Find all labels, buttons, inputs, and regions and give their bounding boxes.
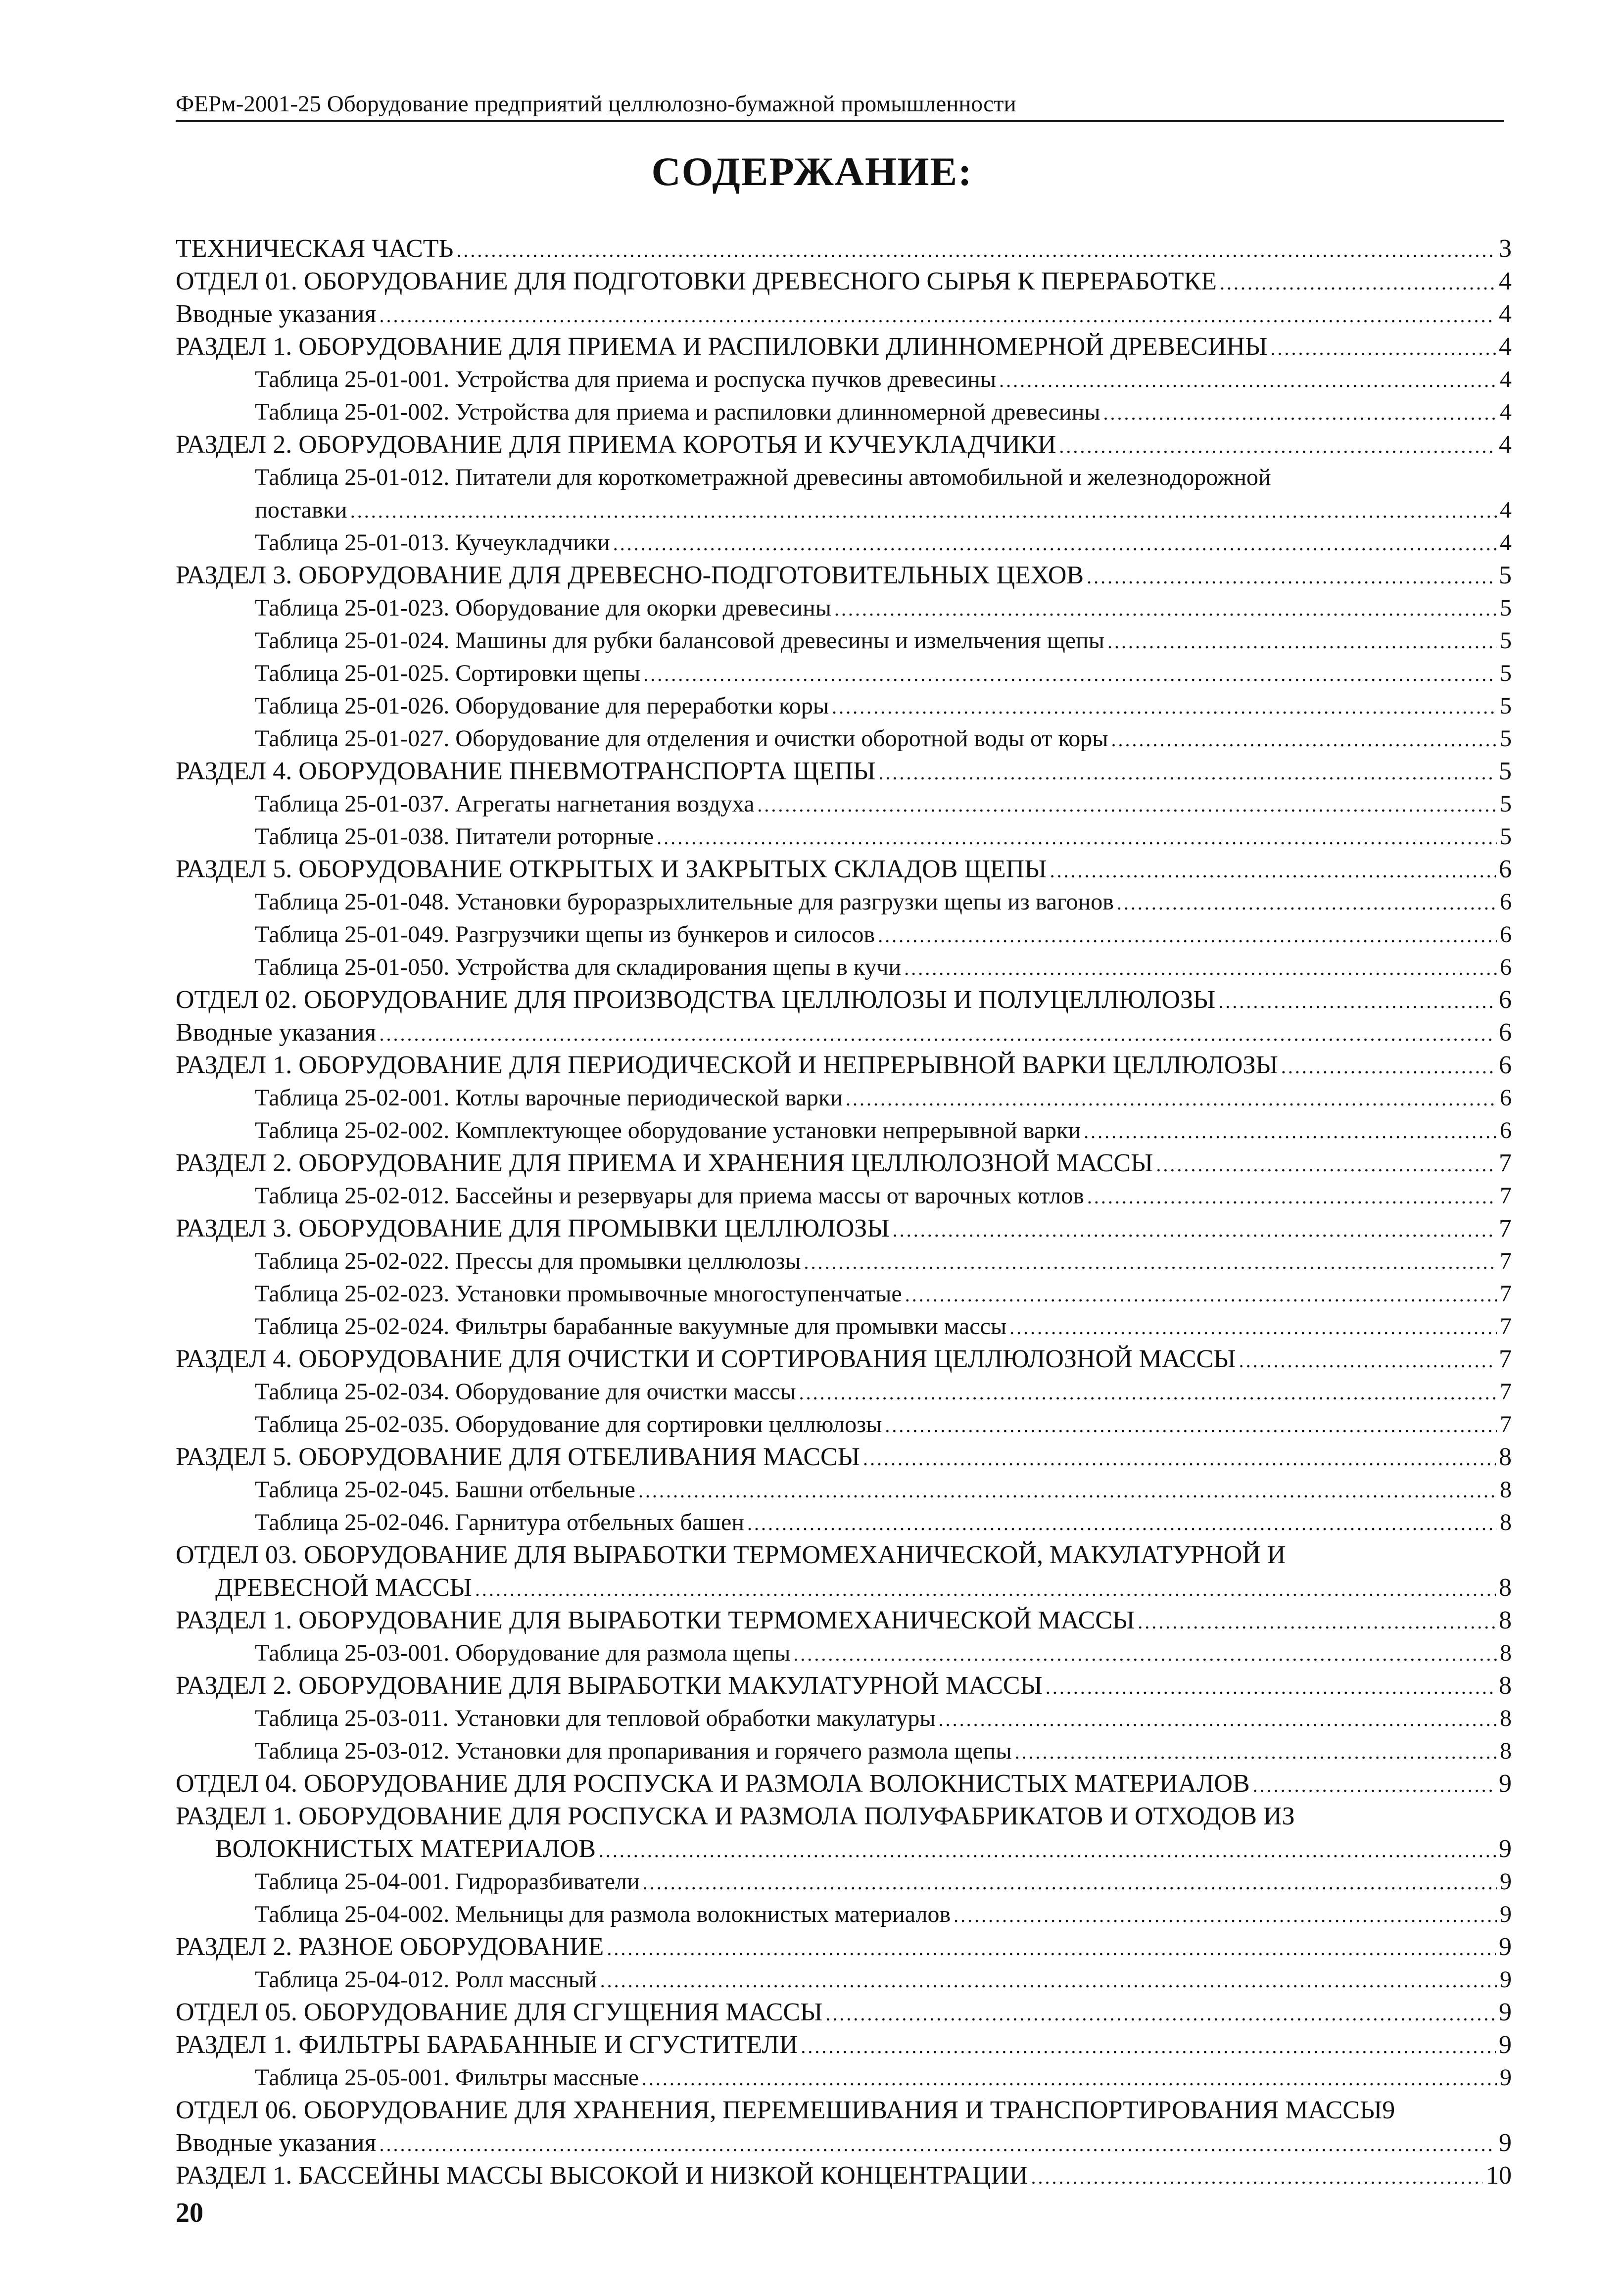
dot-leader — [1050, 853, 1496, 887]
dot-leader — [999, 363, 1497, 397]
toc-entry-text: РАЗДЕЛ 1. ОБОРУДОВАНИЕ ДЛЯ ВЫРАБОТКИ ТЕРМОМЕХАНИЧЕСКОЙ МАССЫ — [176, 1606, 1135, 1634]
toc-page-number: 4 — [1499, 300, 1512, 328]
dot-leader — [878, 918, 1497, 952]
toc-page-number: 6 — [1499, 855, 1512, 883]
toc-page-number: 5 — [1499, 757, 1512, 785]
dot-leader — [1087, 559, 1496, 593]
toc-page-number: 8 — [1499, 1606, 1512, 1634]
dot-leader — [607, 1931, 1496, 1965]
toc-subentry[interactable] — [176, 951, 1512, 984]
toc-entry-text: Таблица 25-01-026. Оборудование для переработки коры — [255, 693, 829, 719]
dot-leader — [879, 755, 1496, 789]
dot-leader — [1239, 1343, 1496, 1377]
toc-subentry[interactable] — [176, 1702, 1512, 1735]
toc-page-number: 6 — [1500, 889, 1512, 915]
toc-entry-text: ДРЕВЕСНОЙ МАССЫ — [215, 1574, 472, 1602]
dot-leader — [643, 657, 1497, 691]
dot-leader — [379, 1016, 1496, 1051]
toc-entry[interactable] — [176, 1539, 1512, 1572]
dot-leader — [1046, 1670, 1496, 1704]
toc-page-number: 7 — [1500, 1313, 1512, 1339]
toc-entry[interactable] — [176, 1604, 1512, 1637]
toc-entry-text: Таблица 25-01-027. Оборудование для отделения и очистки оборотной воды от коры — [255, 725, 1108, 752]
toc-page-number: 9 — [1500, 2064, 1512, 2091]
toc-page-number: 8 — [1499, 1672, 1512, 1700]
toc-page-number: 9 — [1499, 1835, 1512, 1863]
toc-page-number: 7 — [1500, 1411, 1512, 1437]
running-header: ФЕРм-2001-25 Оборудование предприятий целлюлозно-бумажной промышленности — [176, 89, 1504, 122]
dot-leader — [657, 820, 1497, 854]
dot-leader — [893, 1212, 1496, 1246]
dot-leader — [1253, 1768, 1496, 1802]
toc-entry-text: ТЕХНИЧЕСКАЯ ЧАСТЬ — [176, 235, 454, 263]
toc-page-number: 7 — [1500, 1183, 1512, 1209]
toc-entry[interactable] — [176, 1833, 1512, 1865]
toc-entry[interactable] — [176, 853, 1512, 886]
dot-leader — [1015, 1735, 1497, 1769]
toc-page-number: 4 — [1500, 366, 1512, 392]
toc-entry[interactable] — [176, 755, 1512, 788]
toc-subentry[interactable] — [176, 722, 1512, 755]
toc-entry-text: Таблица 25-04-012. Ролл массный — [255, 1966, 597, 1993]
dot-leader — [793, 1637, 1497, 1671]
dot-leader — [1281, 1049, 1496, 1083]
toc-subentry[interactable] — [176, 918, 1512, 951]
toc-entry[interactable] — [176, 1049, 1512, 1082]
toc-page-number: 9 — [1499, 1933, 1512, 1961]
dot-leader — [475, 1572, 1496, 1606]
toc-entry[interactable] — [176, 265, 1512, 298]
toc-entry-text: Таблица 25-01-002. Устройства для приема и распиловки длинномерной древесины — [255, 399, 1100, 425]
dot-leader — [643, 1865, 1497, 1899]
toc-entry-text: РАЗДЕЛ 3. ОБОРУДОВАНИЕ ДЛЯ ПРОМЫВКИ ЦЕЛЛЮЛОЗЫ — [176, 1214, 890, 1243]
toc-entry-text: Таблица 25-05-001. Фильтры массные — [255, 2064, 639, 2091]
dot-leader — [1156, 1147, 1496, 1181]
toc-page-number: 9 — [1500, 1901, 1512, 1927]
toc-page-number: 5 — [1500, 660, 1512, 686]
toc-subentry[interactable] — [176, 1310, 1512, 1343]
toc-entry[interactable] — [176, 1343, 1512, 1376]
toc-entry-text: Таблица 25-01-037. Агрегаты нагнетания воздуха — [255, 791, 755, 817]
toc-entry-text: Таблица 25-04-002. Мельницы для размола волокнистых материалов — [255, 1901, 951, 1927]
toc-entry[interactable] — [176, 331, 1512, 363]
dot-leader — [801, 2029, 1496, 2063]
toc-page-number: 7 — [1499, 1149, 1512, 1177]
dot-leader — [939, 1702, 1497, 1736]
dot-leader — [1138, 1604, 1496, 1638]
toc-entry-text: РАЗДЕЛ 1. БАССЕЙНЫ МАССЫ ВЫСОКОЙ И НИЗКОЙ КОНЦЕНТРАЦИИ — [176, 2161, 1028, 2190]
toc-page-number: 7 — [1500, 1248, 1512, 1274]
toc-subentry[interactable] — [176, 396, 1512, 429]
toc-page-number: 4 — [1499, 333, 1512, 361]
toc-page-number: 9 — [1499, 2129, 1512, 2157]
dot-leader — [885, 1408, 1497, 1442]
toc-subentry[interactable] — [176, 1865, 1512, 1898]
toc-entry-text: Таблица 25-02-001. Котлы варочные периодической варки — [255, 1085, 843, 1111]
toc-subentry[interactable] — [176, 494, 1512, 526]
toc-page-number: 9 — [1499, 1769, 1512, 1798]
toc-entry-text: Таблица 25-01-013. Кучеукладчики — [255, 529, 610, 556]
toc-entry[interactable] — [176, 1147, 1512, 1180]
toc-entry[interactable] — [176, 1768, 1512, 1800]
toc-subentry[interactable] — [176, 788, 1512, 820]
dot-leader — [1031, 2159, 1483, 2194]
toc-page-number: 7 — [1500, 1379, 1512, 1405]
toc-entry-text: ВОЛОКНИСТЫХ МАТЕРИАЛОВ — [215, 1835, 596, 1863]
toc-entry-text: РАЗДЕЛ 1. ОБОРУДОВАНИЕ ДЛЯ ПРИЕМА И РАСПИЛОВКИ ДЛИННОМЕРНОЙ ДРЕВЕСИНЫ — [176, 333, 1268, 361]
toc-page-number: 8 — [1499, 1443, 1512, 1471]
toc-entry-text: Таблица 25-02-012. Бассейны и резервуары для приема массы от варочных котлов — [255, 1183, 1084, 1209]
toc-entry[interactable] — [176, 1212, 1512, 1245]
toc-entry-text: Таблица 25-01-025. Сортировки щепы — [255, 660, 641, 686]
toc-entry-text: ОТДЕЛ 06. ОБОРУДОВАНИЕ ДЛЯ ХРАНЕНИЯ, ПЕРЕМЕШИВАНИЯ И ТРАНСПОРТИРОВАНИЯ МАССЫ9 — [176, 2096, 1395, 2124]
toc-entry-text: РАЗДЕЛ 5. ОБОРУДОВАНИЕ ОТКРЫТЫХ И ЗАКРЫТЫХ СКЛАДОВ ЩЕПЫ — [176, 855, 1047, 883]
toc-entry-text: Таблица 25-01-050. Устройства для складирования щепы в кучи — [255, 954, 902, 980]
dot-leader — [1009, 1310, 1497, 1344]
toc-entry-text: Таблица 25-01-049. Разгрузчики щепы из бункеров и силосов — [255, 921, 875, 948]
toc-subentry[interactable] — [176, 1735, 1512, 1768]
toc-subentry[interactable] — [176, 886, 1512, 918]
toc-entry-text: ОТДЕЛ 03. ОБОРУДОВАНИЕ ДЛЯ ВЫРАБОТКИ ТЕРМОМЕХАНИЧЕСКОЙ, МАКУЛАТУРНОЙ И — [176, 1541, 1286, 1569]
toc-page-number: 8 — [1500, 1640, 1512, 1666]
toc-entry-text: Таблица 25-02-024. Фильтры барабанные вакуумные для промывки массы — [255, 1313, 1007, 1339]
dot-leader — [1059, 429, 1496, 463]
toc-entry-text: Таблица 25-01-038. Питатели роторные — [255, 823, 654, 850]
toc-entry-text: РАЗДЕЛ 3. ОБОРУДОВАНИЕ ДЛЯ ДРЕВЕСНО-ПОДГОТОВИТЕЛЬНЫХ ЦЕХОВ — [176, 561, 1084, 589]
dot-leader — [905, 1278, 1497, 1311]
toc-entry-text: РАЗДЕЛ 1. ФИЛЬТРЫ БАРАБАННЫЕ И СГУСТИТЕЛИ — [176, 2031, 798, 2059]
toc-entry-text: Таблица 25-01-012. Питатели для короткометражной древесины автомобильной и железнодорожной — [255, 464, 1271, 490]
dot-leader — [613, 526, 1497, 560]
toc-subentry[interactable] — [176, 1506, 1512, 1539]
toc-page-number: 9 — [1499, 1998, 1512, 2026]
toc-entry-text: Таблица 25-02-022. Прессы для промывки целлюлозы — [255, 1248, 801, 1274]
toc-subentry[interactable] — [176, 461, 1512, 494]
toc-page-number: 4 — [1499, 267, 1512, 295]
toc-page-number: 5 — [1500, 693, 1512, 719]
toc-page-number: 8 — [1500, 1509, 1512, 1535]
toc-subentry[interactable] — [176, 363, 1512, 396]
toc-entry-text: РАЗДЕЛ 1. ОБОРУДОВАНИЕ ДЛЯ РОСПУСКА И РАЗМОЛА ПОЛУФАБРИКАТОВ И ОТХОДОВ ИЗ — [176, 1802, 1295, 1830]
toc-entry-text: РАЗДЕЛ 2. ОБОРУДОВАНИЕ ДЛЯ ПРИЕМА КОРОТЬЯ И КУЧЕУКЛАДЧИКИ — [176, 430, 1056, 459]
dot-leader — [1111, 722, 1497, 756]
toc-page-number: 5 — [1500, 823, 1512, 850]
toc-entry-text: ОТДЕЛ 01. ОБОРУДОВАНИЕ ДЛЯ ПОДГОТОВКИ ДРЕВЕСНОГО СЫРЬЯ К ПЕРЕРАБОТКЕ — [176, 267, 1217, 295]
toc-subentry[interactable] — [176, 1180, 1512, 1212]
toc-page-number: 9 — [1499, 2031, 1512, 2059]
toc-page-number: 7 — [1499, 1345, 1512, 1373]
page-number: 20 — [176, 2198, 203, 2228]
toc-entry-text: Вводные указания — [176, 1018, 377, 1047]
dot-leader — [638, 1474, 1497, 1507]
toc-entry[interactable] — [176, 2094, 1512, 2127]
toc-entry-text: Таблица 25-04-001. Гидроразбиватели — [255, 1868, 640, 1895]
dot-leader — [863, 1441, 1496, 1475]
toc-entry-text: Таблица 25-01-023. Оборудование для окорки древесины — [255, 595, 832, 621]
toc-page-number: 7 — [1499, 1214, 1512, 1243]
toc-page-number: 5 — [1500, 627, 1512, 654]
dot-leader — [1218, 984, 1496, 1018]
toc-entry-text: РАЗДЕЛ 2. РАЗНОЕ ОБОРУДОВАНИЕ — [176, 1933, 604, 1961]
toc-entry-text: РАЗДЕЛ 4. ОБОРУДОВАНИЕ ПНЕВМОТРАНСПОРТА ЩЕПЫ — [176, 757, 876, 785]
toc-subentry[interactable] — [176, 1637, 1512, 1670]
dot-leader — [799, 1376, 1497, 1409]
toc-entry-text: РАЗДЕЛ 4. ОБОРУДОВАНИЕ ДЛЯ ОЧИСТКИ И СОРТИРОВАНИЯ ЦЕЛЛЮЛОЗНОЙ МАССЫ — [176, 1345, 1236, 1373]
toc-subentry[interactable] — [176, 657, 1512, 690]
toc-entry-text: Таблица 25-01-024. Машины для рубки балансовой древесины и измельчения щепы — [255, 627, 1105, 654]
toc-page-number: 4 — [1500, 497, 1512, 523]
dot-leader — [1117, 886, 1497, 919]
toc-page-number: 5 — [1500, 725, 1512, 752]
toc-entry-text: РАЗДЕЛ 5. ОБОРУДОВАНИЕ ДЛЯ ОТБЕЛИВАНИЯ МАССЫ — [176, 1443, 860, 1471]
toc-entry-text: Таблица 25-02-045. Башни отбельные — [255, 1477, 635, 1503]
toc-entry[interactable] — [176, 1800, 1512, 1833]
dot-leader — [757, 788, 1497, 821]
toc-page-number: 4 — [1500, 399, 1512, 425]
dot-leader — [825, 1996, 1496, 2030]
toc-subentry[interactable] — [176, 1963, 1512, 1996]
dot-leader — [379, 2127, 1496, 2161]
dot-leader — [1220, 265, 1496, 299]
dot-leader — [350, 494, 1497, 527]
toc-subentry[interactable] — [176, 592, 1512, 624]
toc-entry[interactable] — [176, 2127, 1512, 2159]
toc-entry-text: Таблица 25-03-011. Установки для тепловой обработки макулатуры — [255, 1705, 936, 1731]
toc-page-number: 5 — [1500, 595, 1512, 621]
toc-subentry[interactable] — [176, 1898, 1512, 1931]
toc-subentry[interactable] — [176, 2061, 1512, 2094]
toc-entry-text: Вводные указания — [176, 2129, 377, 2157]
dot-leader — [1103, 396, 1497, 430]
toc-page-number: 6 — [1499, 986, 1512, 1014]
toc-entry-text: Таблица 25-02-034. Оборудование для очистки массы — [255, 1379, 796, 1405]
toc-entry-text: Таблица 25-02-035. Оборудование для сортировки целлюлозы — [255, 1411, 882, 1437]
toc-page-number: 4 — [1500, 529, 1512, 556]
toc-subentry[interactable] — [176, 1114, 1512, 1147]
toc-page-number: 9 — [1500, 1868, 1512, 1895]
toc-page-number: 8 — [1499, 1574, 1512, 1602]
dot-leader — [1270, 331, 1496, 365]
dot-leader — [379, 298, 1496, 332]
toc-entry-text: поставки — [255, 497, 347, 523]
toc-page-number: 6 — [1500, 921, 1512, 948]
toc-subentry[interactable] — [176, 1376, 1512, 1408]
toc-page-number: 8 — [1500, 1705, 1512, 1731]
toc-subentry[interactable] — [176, 624, 1512, 657]
toc-page-number: 5 — [1500, 791, 1512, 817]
toc-page-number: 6 — [1499, 1051, 1512, 1079]
toc-page-number: 4 — [1499, 430, 1512, 459]
toc-page-number: 6 — [1500, 1085, 1512, 1111]
toc-entry[interactable] — [176, 559, 1512, 592]
dot-leader — [954, 1898, 1497, 1932]
dot-leader — [600, 1963, 1497, 1997]
toc-page-number: 5 — [1499, 561, 1512, 589]
toc-page-number: 6 — [1500, 1117, 1512, 1144]
toc-subentry[interactable] — [176, 1245, 1512, 1278]
toc-subentry[interactable] — [176, 1278, 1512, 1310]
toc-entry-text: ОТДЕЛ 05. ОБОРУДОВАНИЕ ДЛЯ СГУЩЕНИЯ МАССЫ — [176, 1998, 823, 2026]
toc-entry[interactable] — [176, 984, 1512, 1016]
toc-entry-text: РАЗДЕЛ 2. ОБОРУДОВАНИЕ ДЛЯ ПРИЕМА И ХРАНЕНИЯ ЦЕЛЛЮЛОЗНОЙ МАССЫ — [176, 1149, 1153, 1177]
toc-entry-text: РАЗДЕЛ 1. ОБОРУДОВАНИЕ ДЛЯ ПЕРИОДИЧЕСКОЙ И НЕПРЕРЫВНОЙ ВАРКИ ЦЕЛЛЮЛОЗЫ — [176, 1051, 1278, 1079]
dot-leader — [1084, 1114, 1497, 1148]
toc-entry-text: Таблица 25-02-002. Комплектующее оборудование установки непрерывной варки — [255, 1117, 1081, 1144]
dot-leader — [642, 2061, 1497, 2095]
toc-entry-text: Таблица 25-03-012. Установки для пропаривания и горячего размола щепы — [255, 1738, 1012, 1764]
toc-subentry[interactable] — [176, 526, 1512, 559]
toc-entry[interactable] — [176, 1572, 1512, 1604]
toc-entry[interactable] — [176, 2159, 1512, 2192]
toc-entry-text: ОТДЕЛ 02. ОБОРУДОВАНИЕ ДЛЯ ПРОИЗВОДСТВА ЦЕЛЛЮЛОЗЫ И ПОЛУЦЕЛЛЮЛОЗЫ — [176, 986, 1216, 1014]
toc-entry[interactable] — [176, 233, 1512, 265]
toc-entry[interactable] — [176, 1016, 1512, 1049]
toc-entry-text: Таблица 25-02-023. Установки промывочные многоступенчатые — [255, 1281, 902, 1307]
toc-entry-text: Вводные указания — [176, 300, 377, 328]
toc-page-number: 9 — [1500, 1966, 1512, 1993]
toc-page-number: 10 — [1486, 2161, 1512, 2190]
toc-entry[interactable] — [176, 1996, 1512, 2029]
dot-leader — [456, 233, 1496, 267]
toc-entry[interactable] — [176, 1441, 1512, 1474]
toc-page-number: 8 — [1500, 1738, 1512, 1764]
toc-page-number: 7 — [1500, 1281, 1512, 1307]
toc-entry[interactable] — [176, 1670, 1512, 1702]
toc-subentry[interactable] — [176, 820, 1512, 853]
dot-leader — [1107, 624, 1497, 658]
toc-page-number: 6 — [1500, 954, 1512, 980]
toc-subentry[interactable] — [176, 690, 1512, 722]
toc-entry-text: Таблица 25-01-001. Устройства для приема и роспуска пучков древесины — [255, 366, 997, 392]
dot-leader — [834, 592, 1497, 625]
dot-leader — [904, 951, 1497, 985]
dot-leader — [804, 1245, 1497, 1279]
toc-page-number: 8 — [1500, 1477, 1512, 1503]
toc-subentry[interactable] — [176, 1408, 1512, 1441]
dot-leader — [846, 1082, 1497, 1115]
page-title: СОДЕРЖАНИЕ: — [651, 149, 973, 194]
toc-entry-text: Таблица 25-02-046. Гарнитура отбельных башен — [255, 1509, 745, 1535]
toc-entry[interactable] — [176, 429, 1512, 461]
toc-entry[interactable] — [176, 2029, 1512, 2061]
dot-leader — [747, 1506, 1497, 1540]
toc-page-number: 6 — [1499, 1018, 1512, 1047]
dot-leader — [599, 1833, 1496, 1867]
dot-leader — [832, 690, 1497, 723]
table-of-contents — [176, 233, 1512, 2192]
toc-subentry[interactable] — [176, 1474, 1512, 1506]
toc-entry-text: Таблица 25-03-001. Оборудование для размола щепы — [255, 1640, 791, 1666]
toc-entry-text: Таблица 25-01-048. Установки буроразрыхлительные для разгрузки щепы из вагонов — [255, 889, 1114, 915]
toc-page-number: 3 — [1499, 235, 1512, 263]
toc-entry[interactable] — [176, 1931, 1512, 1963]
toc-entry-text: ОТДЕЛ 04. ОБОРУДОВАНИЕ ДЛЯ РОСПУСКА И РАЗМОЛА ВОЛОКНИСТЫХ МАТЕРИАЛОВ — [176, 1769, 1250, 1798]
dot-leader — [1087, 1180, 1497, 1213]
toc-subentry[interactable] — [176, 1082, 1512, 1114]
toc-entry[interactable] — [176, 298, 1512, 331]
toc-entry-text: РАЗДЕЛ 2. ОБОРУДОВАНИЕ ДЛЯ ВЫРАБОТКИ МАКУЛАТУРНОЙ МАССЫ — [176, 1672, 1043, 1700]
